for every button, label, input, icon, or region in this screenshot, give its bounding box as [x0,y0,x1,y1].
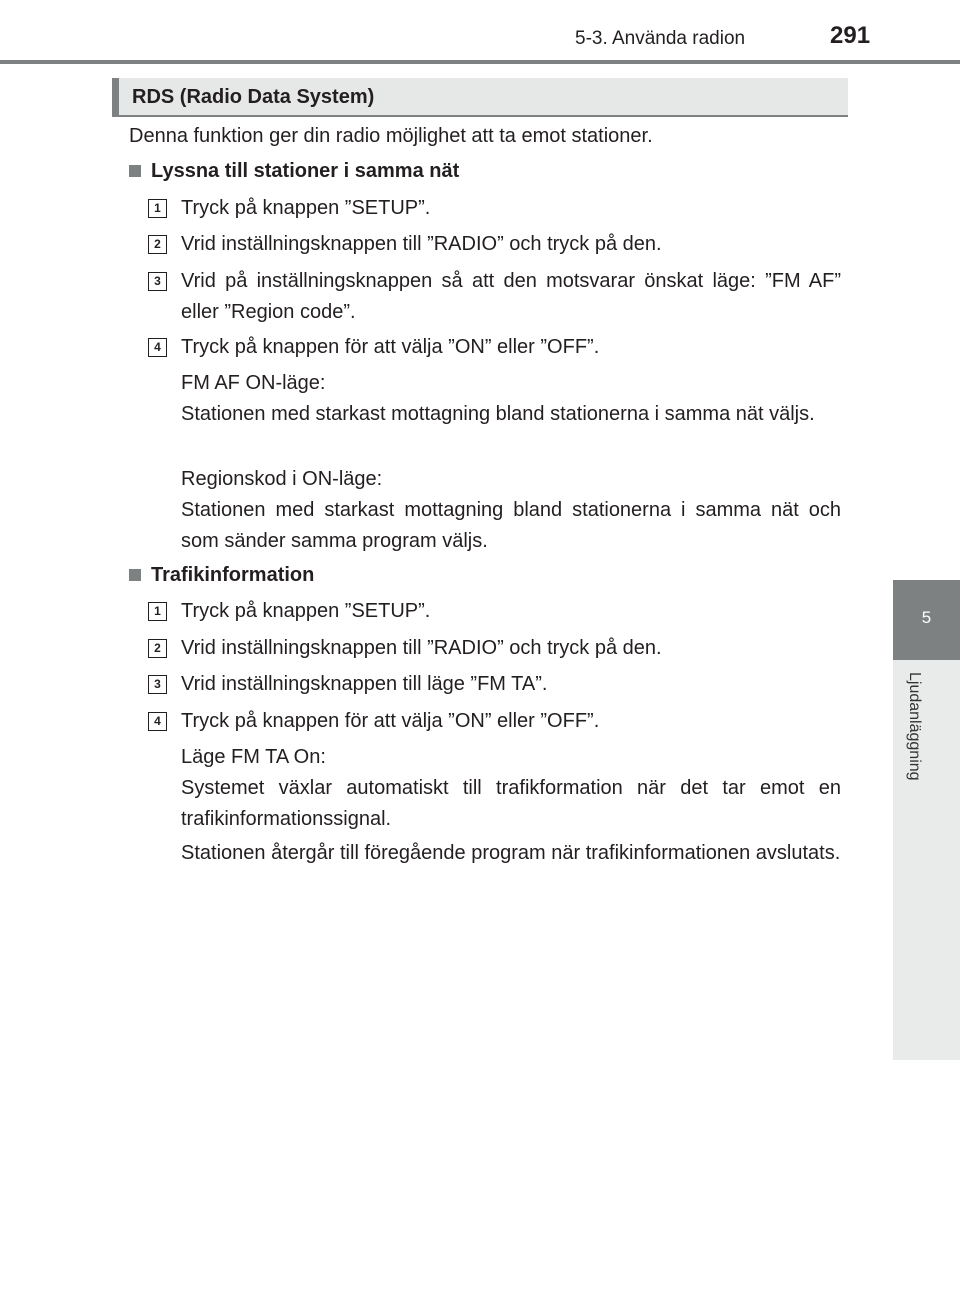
step-number: 3 [148,675,167,694]
header-section-title: 5-3. Använda radion [575,28,746,49]
subsection-title: Trafikinformation [151,564,315,586]
step-text: Tryck på knappen för att välja ”ON” eller ”OFF”. [181,336,600,358]
section-heading-box [112,78,848,117]
step-number: 2 [148,639,167,658]
subsection-title: Lyssna till stationer i samma nät [151,160,460,182]
note-title: Läge FM TA On: [181,746,326,768]
step-text: Vrid på inställningsknappen så att den motsvarar önskat läge: ”FM AF” eller ”Region code”. [181,270,841,323]
page-number: 291 [830,22,871,49]
section-heading-bar [112,78,119,115]
subsection-heading [129,160,459,183]
section-title: RDS (Radio Data System) [132,86,375,108]
step-number: 4 [148,338,167,357]
note-body: Systemet växlar automatiskt till trafikformation när det tar emot en trafikinformationssignal. [181,777,841,830]
header-rule [0,60,960,64]
chapter-number: 5 [921,608,932,627]
step-number: 4 [148,712,167,731]
note-title: FM AF ON-läge: [181,372,326,394]
chapter-tab [893,580,960,660]
note-body: Stationen med starkast mottagning bland stationerna i samma nät och som sänder samma program väljs. [181,499,841,552]
step-text: Tryck på knappen för att välja ”ON” eller ”OFF”. [181,710,600,732]
chapter-label: Ljudanläggning [906,672,923,781]
step-text: Vrid inställningsknappen till läge ”FM TA”. [181,673,548,695]
step-number: 3 [148,272,167,291]
note-body: Stationen återgår till föregående program när trafikinformationen avslutats. [181,842,841,864]
square-bullet-icon [129,569,141,581]
note-body: Stationen med starkast mottagning bland stationerna i samma nät väljs. [181,403,815,425]
subsection-heading [129,564,314,587]
step-number: 1 [148,199,167,218]
step-text: Vrid inställningsknappen till ”RADIO” och tryck på den. [181,637,662,659]
step-number: 2 [148,235,167,254]
intro-text: Denna funktion ger din radio möjlighet att ta emot stationer. [129,125,653,147]
note-title: Regionskod i ON-läge: [181,468,383,490]
chapter-tab-strip [893,660,960,1060]
step-text: Tryck på knappen ”SETUP”. [181,197,431,219]
step-number: 1 [148,602,167,621]
step-text: Vrid inställningsknappen till ”RADIO” och tryck på den. [181,233,662,255]
square-bullet-icon [129,165,141,177]
step-text: Tryck på knappen ”SETUP”. [181,600,431,622]
